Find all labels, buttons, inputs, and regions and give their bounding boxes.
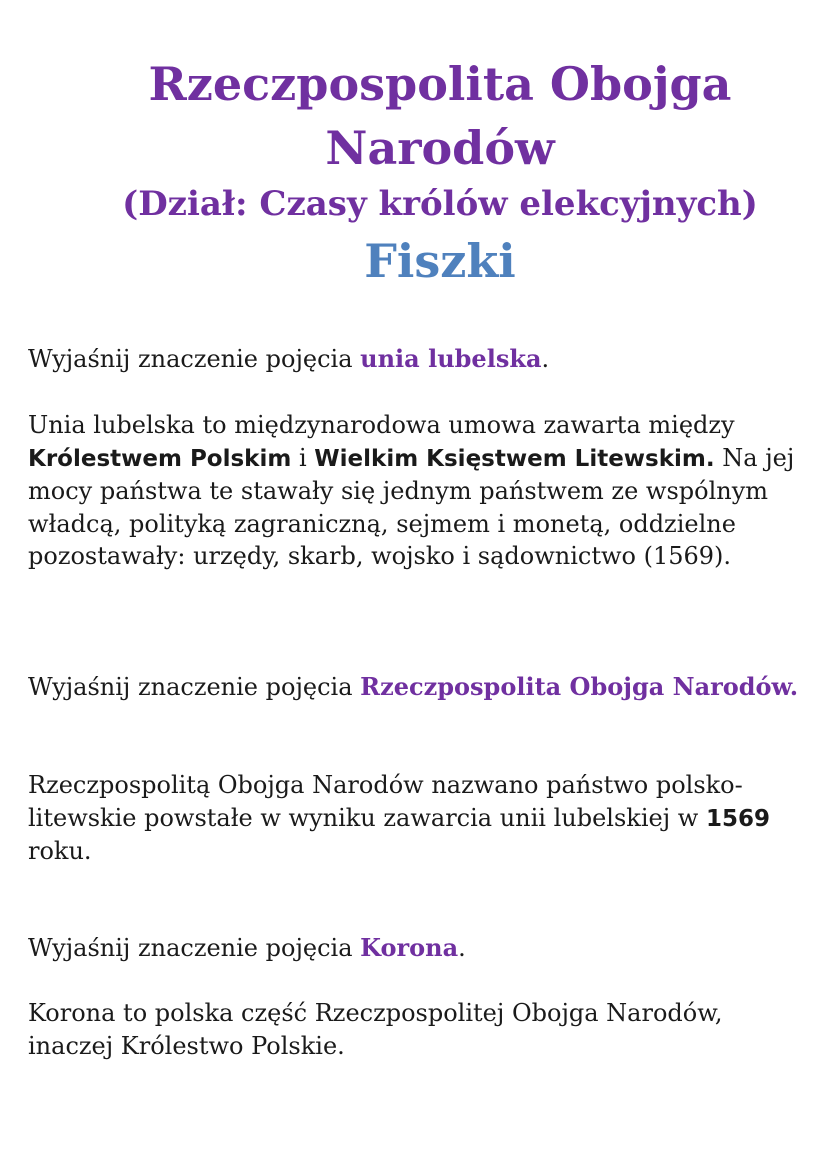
question-prefix: Wyjaśnij znaczenie pojęcia <box>28 345 361 373</box>
page-title <box>60 52 820 180</box>
section-subtitle: (Dział: Czasy królów elekcyjnych) <box>122 184 758 224</box>
card-2-answer <box>28 769 803 868</box>
card-1-question <box>28 343 803 376</box>
card-1-term: unia lubelska <box>360 344 542 373</box>
answer-bold: Królestwem Polskim <box>28 445 292 472</box>
title-line-1: Rzeczpospolita Obojga <box>148 57 732 111</box>
card-1-answer <box>28 409 803 573</box>
answer-bold: 1569 <box>705 805 770 832</box>
card-3-term: Korona <box>360 933 459 962</box>
answer-text: roku. <box>28 837 92 865</box>
answer-text: i <box>291 443 315 472</box>
answer-text: Korona to polska część Rzeczpospolitej Obojga Narodów, inaczej Królestwo Polskie. <box>28 999 723 1060</box>
answer-text: Rzeczpospolitą Obojga Narodów nazwano państwo polsko-litewskie powstałe w wyniku zawarcia unii lubelskiej w <box>28 771 743 832</box>
title-line-2: Narodów <box>325 121 555 175</box>
question-suffix: . <box>458 934 466 962</box>
card-3-answer <box>28 997 803 1062</box>
card-2-term: Rzeczpospolita Obojga Narodów. <box>360 672 799 701</box>
card-2-question <box>28 671 803 704</box>
question-suffix: . <box>541 345 550 373</box>
flashcards-label: Fiszki <box>364 234 516 288</box>
question-prefix: Wyjaśnij znaczenie pojęcia <box>28 673 361 701</box>
question-prefix: Wyjaśnij znaczenie pojęcia <box>28 934 361 962</box>
answer-bold: Wielkim Księstwem Litewskim. <box>314 445 715 472</box>
answer-text: Unia lubelska to międzynarodowa umowa zawarta między <box>28 411 735 439</box>
card-3-question <box>28 932 803 965</box>
answer-text: Na jej mocy państwa te stawały się jednym państwem ze wspólnym władcą, polityką zagraniczną, sejmem i monetą, oddzielne pozostawały: urzędy, skarb, wojsko i sądownictwo (1569). <box>28 443 795 570</box>
